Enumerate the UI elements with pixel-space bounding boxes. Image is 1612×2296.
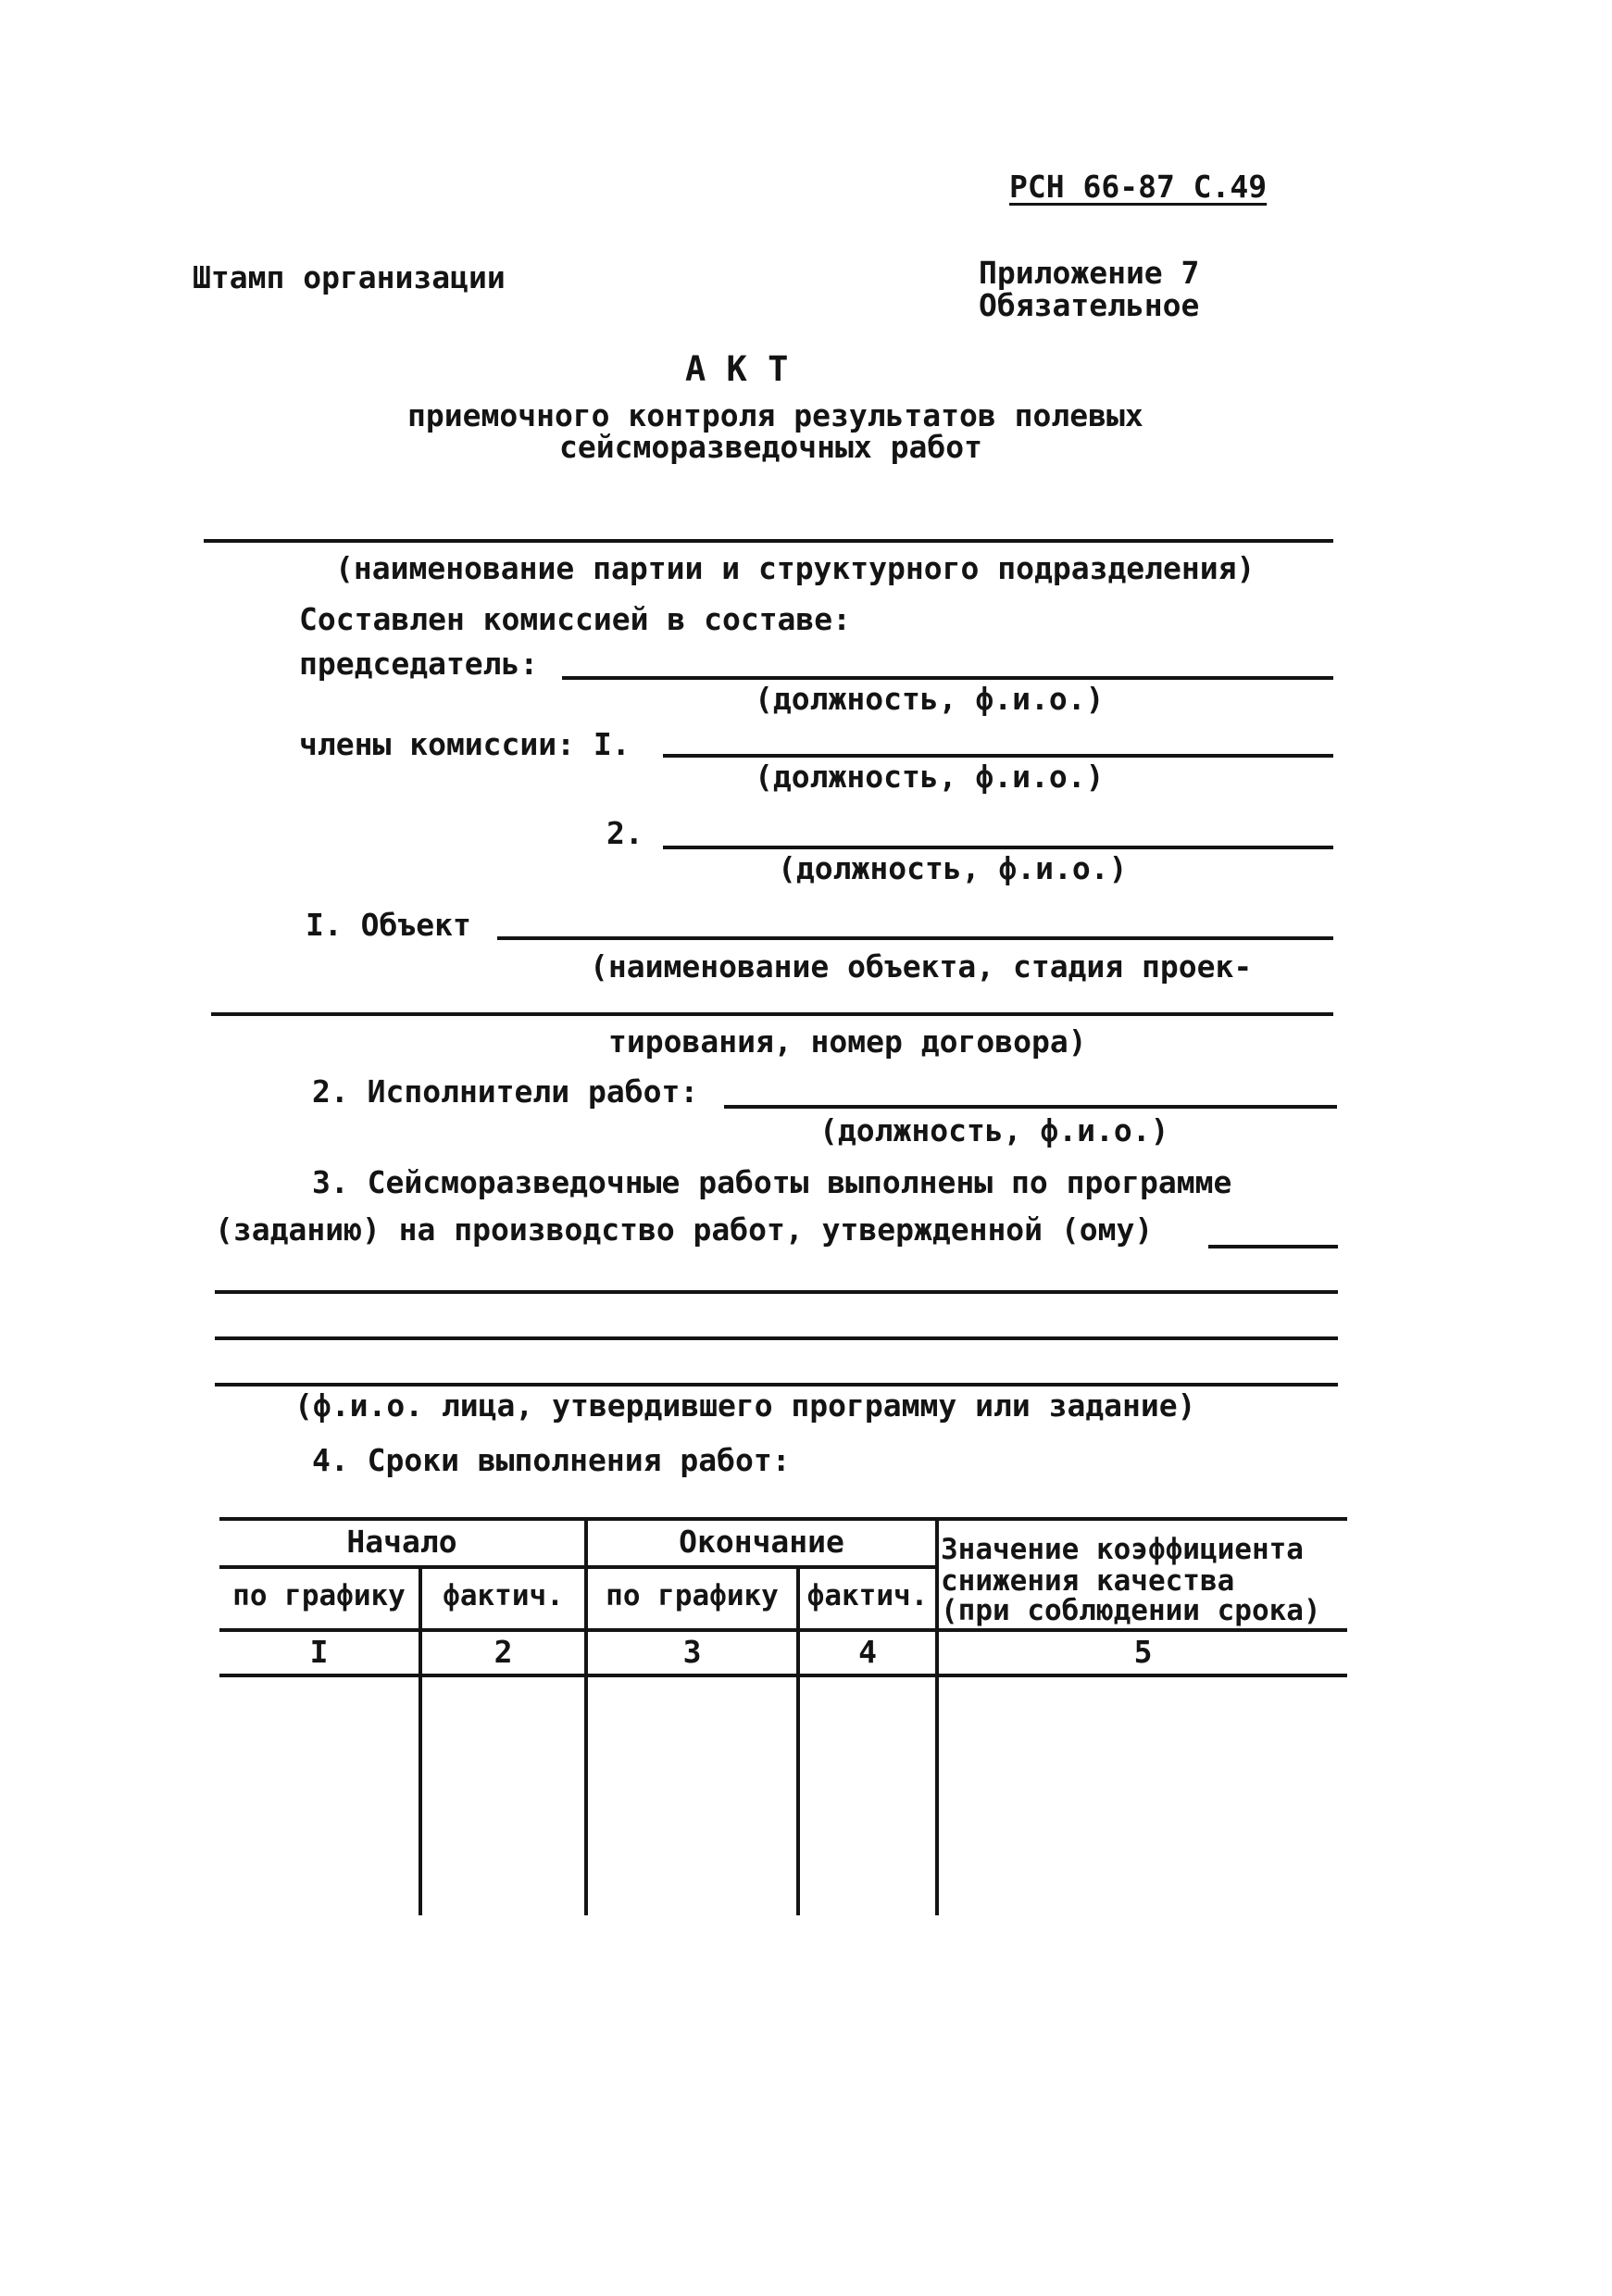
chairman-label: председатель: [299, 646, 539, 682]
table-group-rule [219, 1565, 937, 1569]
approver-field-line-3[interactable] [215, 1336, 1338, 1340]
members-label: члены комиссии: I. [299, 726, 631, 762]
object-field-line-2[interactable] [211, 1012, 1333, 1016]
chairman-caption: (должность, ф.и.о.) [755, 681, 1105, 717]
stamp-label: Штамп организации [193, 259, 506, 295]
table-cell-coefficient[interactable] [939, 1677, 1347, 1915]
table-group-start: Начало [346, 1524, 457, 1560]
item-4-label: 4. Сроки выполнения работ: [312, 1442, 791, 1478]
table-coef-header-line-1: Значение коэффициента [941, 1533, 1304, 1566]
item-3-line-2: (заданию) на производство работ, утвержденной (ому) [215, 1211, 1154, 1248]
party-name-caption: (наименование партии и структурного подразделения) [335, 550, 1256, 586]
approver-field-line-2[interactable] [215, 1290, 1338, 1294]
object-field-line[interactable] [497, 936, 1333, 940]
table-cell-end-actual[interactable] [800, 1677, 935, 1915]
title-subtitle-line-1: приемочного контроля результатов полевых [407, 397, 1143, 433]
table-cell-start-actual[interactable] [422, 1677, 584, 1915]
document-title: А К Т [685, 349, 789, 389]
item-3-line-1: 3. Сейсморазведочные работы выполнены по программе [312, 1164, 1232, 1200]
member-1-field-line[interactable] [663, 754, 1333, 758]
commission-intro: Составлен комиссией в составе: [299, 601, 852, 637]
object-label: I. Объект [306, 907, 471, 943]
document-reference: РСН 66-87 С.49 [1009, 169, 1268, 205]
performers-field-line[interactable] [724, 1105, 1337, 1109]
table-top-rule [219, 1517, 1347, 1521]
object-caption-line-1: (наименование объекта, стадия проек- [590, 948, 1253, 985]
table-header-rule [219, 1628, 1347, 1632]
party-name-field-line[interactable] [204, 539, 1333, 543]
member-2-field-line[interactable] [663, 846, 1333, 849]
member-2-number: 2. [606, 815, 644, 851]
chairman-field-line[interactable] [562, 676, 1333, 680]
table-cell-end-schedule[interactable] [588, 1677, 796, 1915]
title-subtitle-line-2: сейсморазведочных работ [559, 429, 982, 465]
table-end-actual: фактич. [806, 1579, 929, 1612]
table-coef-header-line-3: (при соблюдении срока) [941, 1594, 1321, 1627]
table-cell-start-schedule[interactable] [219, 1677, 419, 1915]
table-col-number-4: 4 [858, 1634, 877, 1670]
performers-label: 2. Исполнители работ: [312, 1073, 699, 1110]
table-col-number-1: I [309, 1634, 329, 1670]
table-coef-header-line-2: снижения качества [941, 1564, 1235, 1598]
table-col-number-2: 2 [494, 1634, 513, 1670]
appendix-label: Приложение 7 [979, 255, 1200, 291]
object-caption-line-2: тирования, номер договора) [608, 1023, 1087, 1060]
table-start-actual: фактич. [443, 1579, 564, 1612]
appendix-status: Обязательное [979, 287, 1200, 323]
member-2-caption: (должность, ф.и.о.) [778, 850, 1128, 886]
table-start-schedule: по графику [232, 1579, 406, 1612]
approver-caption: (ф.и.о. лица, утвердившего программу или задание) [294, 1387, 1196, 1424]
table-col-number-3: 3 [682, 1634, 702, 1670]
member-1-caption: (должность, ф.и.о.) [755, 759, 1105, 795]
performers-caption: (должность, ф.и.о.) [819, 1112, 1169, 1148]
table-col-number-5: 5 [1133, 1634, 1153, 1670]
approver-field-line-4[interactable] [215, 1383, 1338, 1386]
table-group-end: Окончание [679, 1524, 844, 1560]
table-end-schedule: по графику [606, 1579, 779, 1612]
approver-field-line-1[interactable] [1208, 1245, 1338, 1248]
